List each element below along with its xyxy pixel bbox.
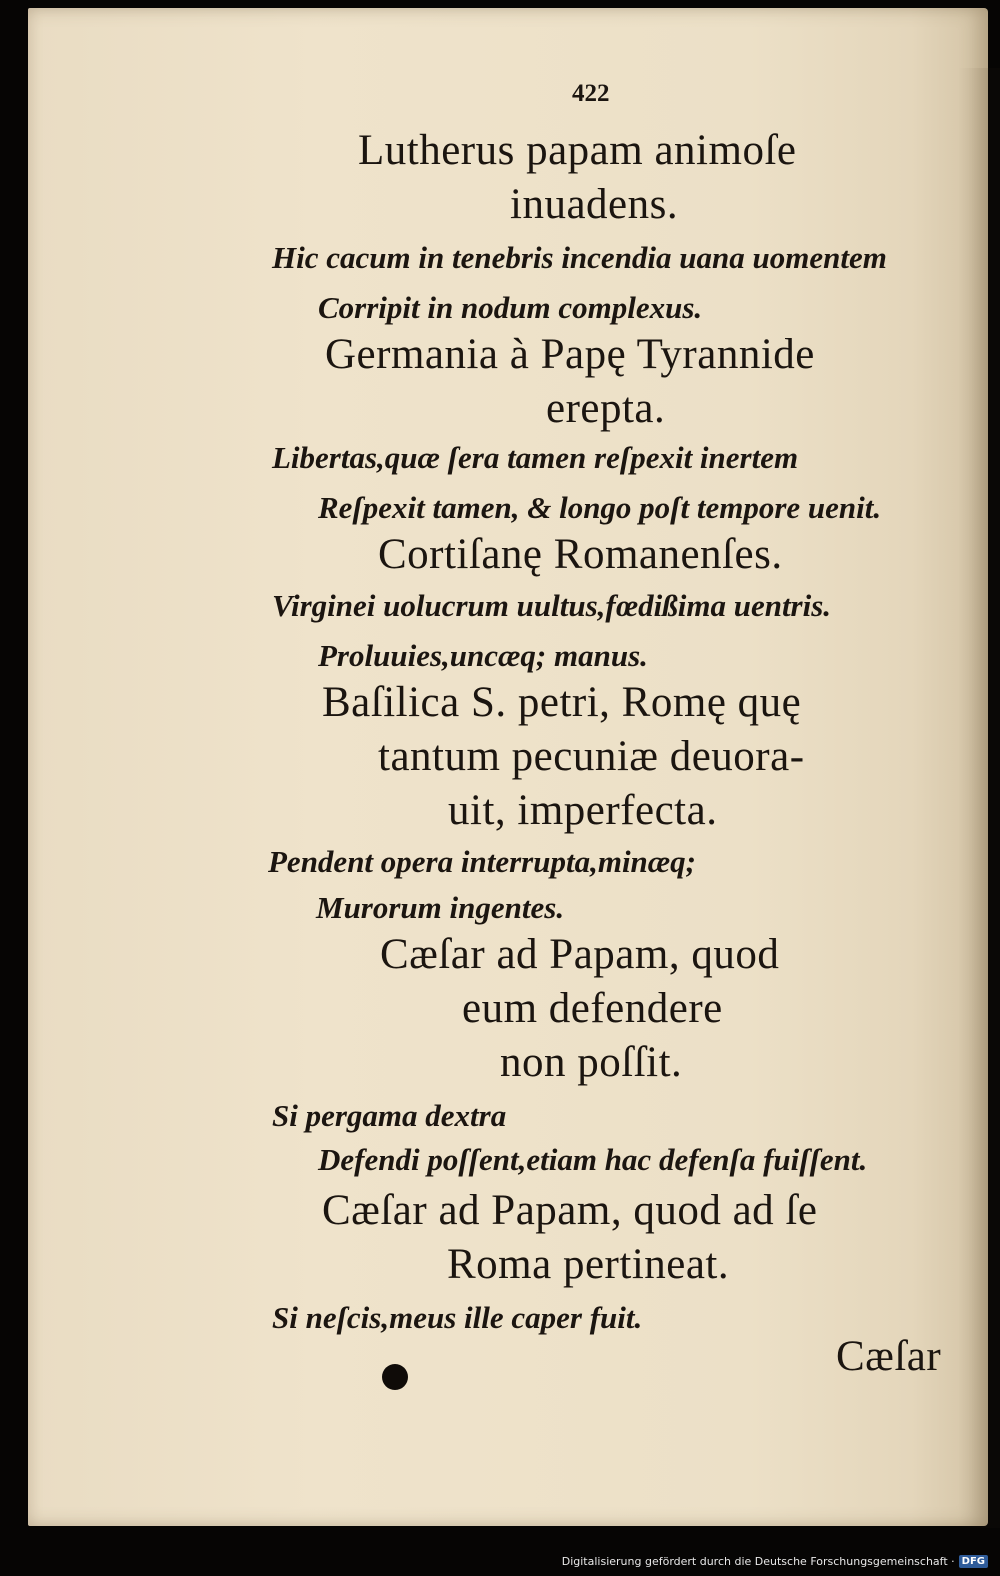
bleed-through-text: [833, 96, 843, 131]
heading-line: Baſilica S. petri, Romę quę: [322, 679, 802, 726]
heading-line: Germania à Papę Tyrannide: [325, 331, 815, 378]
verse-line: Murorum ingentes.: [316, 890, 565, 925]
verse-line: Hic cacum in tenebris incendia uana uomentem: [272, 240, 887, 275]
digitization-footer: [562, 1550, 988, 1572]
verse-line: Si neſcis,meus ille caper fuit.: [272, 1300, 643, 1335]
verse-line: Si pergama dextra: [272, 1098, 507, 1133]
footer-credit: Digitalisierung gefördert durch die Deutsche Forschungsgemeinschaft ·: [561, 1554, 955, 1568]
heading-line: non poſſit.: [500, 1039, 683, 1086]
verse-line: Libertas,quæ ſera tamen reſpexit inertem: [272, 440, 799, 475]
heading-line: Cæſar ad Papam, quod ad ſe: [322, 1187, 818, 1234]
heading-line: Roma pertineat.: [447, 1241, 730, 1288]
verse-line: Corripit in nodum complexus.: [318, 290, 703, 325]
heading-line: Cortiſanę Romanenſes.: [378, 531, 783, 578]
catchword: Cæſar: [836, 1333, 942, 1380]
verse-line: Reſpexit tamen, & longo poſt tempore uenit.: [318, 490, 882, 525]
heading-line: uit, imperfecta.: [448, 787, 718, 834]
verse-line: Proluuies,uncæq; manus.: [318, 638, 648, 673]
heading-line: Cæſar ad Papam, quod: [380, 931, 780, 978]
heading-line: tantum pecuniæ deuora-: [378, 733, 805, 780]
heading-line: erepta.: [546, 385, 666, 432]
verse-line: Virginei uolucrum uultus,fœdißima uentris.: [272, 588, 832, 623]
page-number: 422: [572, 80, 610, 107]
dfg-logo: DFG: [959, 1555, 988, 1568]
heading-line: Lutherus papam animoſe: [358, 127, 797, 174]
verse-line: Pendent opera interrupta,minæq;: [268, 844, 697, 879]
heading-line: eum defendere: [462, 985, 723, 1032]
page-edge-shadow: [958, 68, 1000, 1528]
verse-line: Defendi poſſent,etiam hac defenſa fuiſſent.: [318, 1142, 868, 1177]
heading-line: inuadens.: [510, 181, 679, 228]
ink-dot: [382, 1364, 408, 1390]
